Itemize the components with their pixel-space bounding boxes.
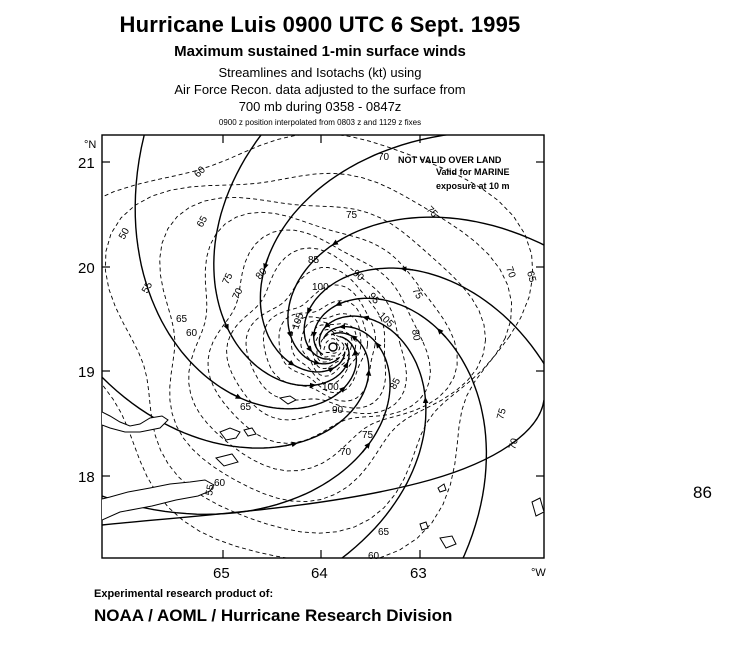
description-line-2: Air Force Recon. data adjusted to the surface from	[174, 82, 466, 97]
isotach-label: 55	[140, 280, 156, 296]
isotach-label: 65	[524, 269, 538, 284]
isotach-label: 95	[365, 290, 382, 307]
isotach-label: 75	[362, 430, 374, 441]
position-note: 0900 z position interpolated from 0803 z and 1129 z fixes	[218, 118, 422, 127]
description-line-1: Streamlines and Isotachs (kt) using	[218, 65, 422, 80]
streamline-arrow	[330, 369, 332, 370]
isotach-label: 75	[423, 204, 440, 220]
longitude-label-64: 64	[311, 565, 328, 582]
isotach-label: 75	[346, 210, 358, 221]
isotach-label: 80	[409, 328, 422, 342]
chart-subtitle: Maximum sustained 1-min surface winds	[174, 43, 466, 60]
isotach-label: 85	[308, 255, 320, 266]
isotach-label: 100	[322, 382, 339, 393]
isotach-label: 60	[186, 328, 198, 339]
side-label: 86	[693, 483, 712, 502]
isotach-label: 75	[409, 286, 425, 302]
latitude-label-21: 21	[78, 155, 95, 172]
isotach-label: 90	[332, 405, 344, 416]
warning-line-2: Valid for MARINE	[436, 167, 510, 177]
credit-line-2: NOAA / AOML / Hurricane Research Division	[94, 606, 453, 625]
isotach-label: 105	[375, 310, 396, 330]
description-line-3: 700 mb during 0358 - 0847z	[238, 99, 402, 114]
warning-line-1: NOT VALID OVER LAND	[398, 155, 502, 165]
latitude-label-20: 20	[78, 260, 95, 277]
isotach-label: 65	[240, 402, 252, 413]
latitude-label-19: 19	[78, 364, 95, 381]
isotach-label: 75	[220, 271, 236, 287]
isotach-label: 60	[192, 164, 208, 181]
streamline-arrow	[346, 364, 347, 366]
leeward-island-coast	[420, 522, 428, 530]
isotach-label: 70	[503, 265, 518, 280]
isotach-label: 70	[230, 286, 246, 302]
streamline-arrow	[353, 337, 355, 338]
isotach-label: 70	[340, 447, 352, 458]
longitude-label-65: 65	[213, 565, 230, 582]
isotach-label: 75	[495, 407, 509, 421]
isotach-label: 70	[507, 437, 521, 451]
isotach-label: 85	[388, 376, 404, 392]
isotach-label: 90	[350, 267, 366, 284]
isotach-label: 60	[368, 551, 380, 562]
streamline-arrow	[289, 331, 290, 335]
isotach-label: 50	[117, 226, 133, 242]
latitude-label-18: 18	[78, 469, 95, 486]
isotach-label: 105	[290, 311, 307, 332]
longitude-unit-label: °W	[531, 567, 546, 579]
isotach-label: 65	[378, 527, 390, 538]
chart-title: Hurricane Luis 0900 UTC 6 Sept. 1995	[119, 12, 521, 37]
isotach-label: 65	[195, 214, 211, 230]
streamline-arrow	[309, 348, 310, 350]
isotach-label: 55	[204, 483, 217, 497]
streamline-arrow	[326, 325, 327, 326]
isotach-label: 70	[378, 152, 390, 163]
isotach-label: 80	[253, 266, 270, 282]
credit-line-1: Experimental research product of:	[94, 588, 274, 600]
isotach-label: 60	[214, 478, 226, 489]
isotach-label: 65	[176, 314, 188, 325]
warning-line-3: exposure at 10 m	[436, 181, 510, 191]
streamline-arrow	[316, 363, 318, 364]
latitude-unit-label: °N	[84, 139, 97, 151]
isotach-label: 100	[312, 282, 329, 293]
streamline-arrow	[365, 317, 369, 318]
longitude-label-63: 63	[410, 565, 427, 582]
